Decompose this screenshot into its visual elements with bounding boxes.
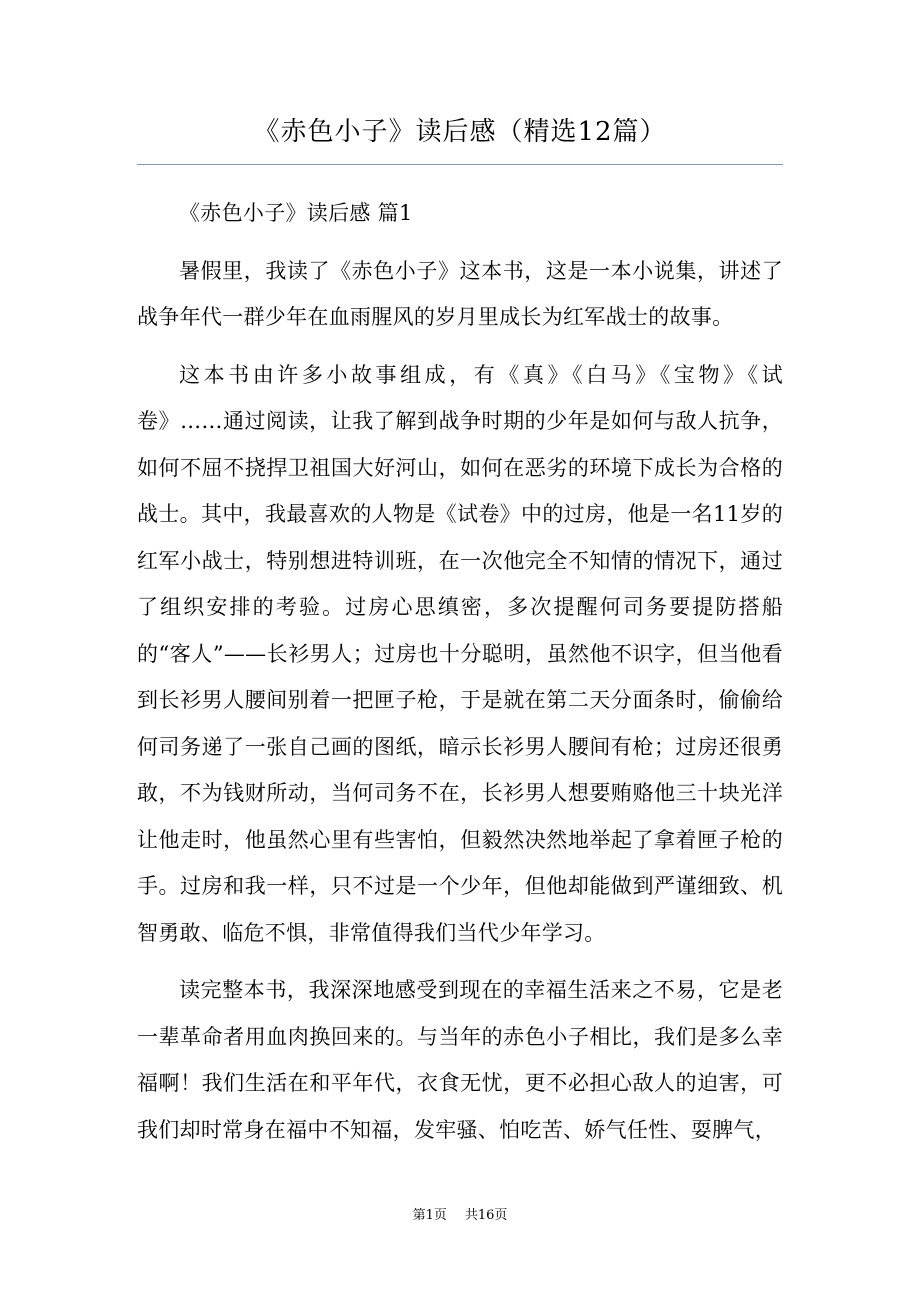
paragraph-2: 这本书由许多小故事组成，有《真》《白马》《宝物》《试卷》……通过阅读，让我了解到战争时期的少年是如何与敌人抗争，如何不屈不挠捍卫祖国大好河山，如何在恶劣的环境下成长为合格的战士。其中，我最喜欢的人物是《试卷》中的过房，他是一名11岁的红军小战士，特别想进特训班，在一次他完全不知情的情况下，通过了组织安排的考验。过房心思缜密，多次提醒何司务要提防搭船的“客人”——长衫男人；过房也十分聪明，虽然他不识字，但当他看到长衫男人腰间别着一把匣子枪，于是就在第二天分面条时，偷偷给何司务递了一张自己画的图纸，暗示长衫男人腰间有枪；过房还很勇敢，不为钱财所动，当何司务不在，长衫男人想要贿赂他三十块光洋让他走时，他虽然心里有些害怕，但毅然决然地举起了拿着匣子枪的手。过房和我一样，只不过是一个少年，但他却能做到严谨细致、机智勇敢、临危不惧，非常值得我们当代少年学习。 bbox=[137, 362, 783, 945]
document-title: 《赤色小子》读后感（精选12篇） bbox=[253, 117, 667, 147]
paragraph-3: 读完整本书，我深深地感受到现在的幸福生活来之不易，它是老一辈革命者用血肉换回来的。与当年的赤色小子相比，我们是多么幸福啊！我们生活在和平年代，衣食无忧，更不必担心敌人的迫害，可我们却时常身在福中不知福，发牢骚、怕吃苦、娇气任性、耍脾气， bbox=[137, 978, 783, 1142]
page-total: 共16页 bbox=[464, 1208, 508, 1223]
page-footer bbox=[0, 1206, 920, 1226]
section-heading: 《赤色小子》读后感 篇1 bbox=[179, 201, 413, 225]
document-body bbox=[137, 190, 783, 1153]
paragraph-1: 暑假里，我读了《赤色小子》这本书，这是一本小说集，讲述了战争年代一群少年在血雨腥风的岁月里成长为红军战士的故事。 bbox=[137, 258, 783, 329]
page-number: 第1页 bbox=[412, 1208, 447, 1223]
title-divider bbox=[137, 164, 783, 165]
